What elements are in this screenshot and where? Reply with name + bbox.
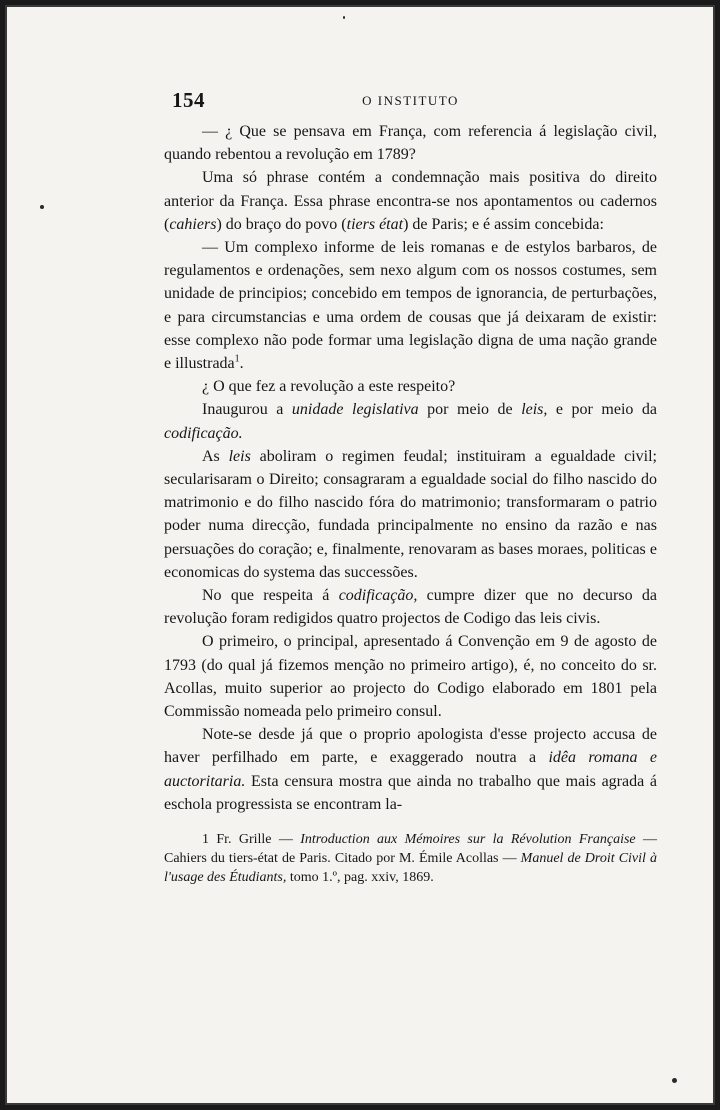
paragraph xyxy=(164,723,657,816)
italic-text: codificação, xyxy=(338,587,418,605)
italic-text: idêa romana e auctoritaria. xyxy=(164,749,657,790)
text-run: e por meio da xyxy=(547,401,658,419)
scan-speck xyxy=(343,16,345,19)
text-run: No que respeita á xyxy=(202,587,339,605)
footnote-marker: 1 xyxy=(234,353,240,365)
text-run: As xyxy=(202,447,229,465)
scan-speck xyxy=(672,1078,677,1083)
paragraph xyxy=(164,630,657,723)
italic-text: leis xyxy=(228,447,251,465)
text-run: — Cahiers du tiers-état de Paris. Citado por M. Émile Acollas — xyxy=(164,832,658,867)
page-header xyxy=(164,88,657,118)
paragraph xyxy=(164,166,657,236)
text-run: — Um complexo informe de leis romanas e de estylos barbaros, de regulamentos e ordenações, sem nexo algum com os nossos costumes, sem unidade de principios; concebido em tempos de ignorancia, de perturbações, e para circumstancias e uma ordem de cousas que já deixaram de existir: esse complexo não pode formar uma legislação digna de uma nação grande e illustrada xyxy=(164,239,657,373)
paragraph xyxy=(164,236,657,375)
text-run: por meio de xyxy=(418,401,522,419)
text-run: Note-se desde já que o proprio apologista d'esse projecto accusa de haver perfilhado em parte, e exaggerado noutra a xyxy=(164,726,657,767)
italic-text: codificação. xyxy=(164,424,243,442)
paragraph xyxy=(164,120,657,166)
text-run: Inaugurou a xyxy=(202,401,292,419)
text-run: aboliram o regimen feudal; instituiram a egualdade civil; secularisaram o Direito; consagraram a egualdade social do filho nascido do matrimonio e do filho nascido fóra do matrimonio; transformaram o patrio poder numa direcção, fundada principalmente no ensino da razão e nas persuações do coração; e, finalmente, renovaram as bases moraes, politicas e economicas do systema das successões. xyxy=(164,447,658,581)
text-run: . xyxy=(239,355,244,373)
paragraph xyxy=(164,584,657,630)
text-run: ) de Paris; e é assim concebida: xyxy=(403,215,604,233)
paragraph xyxy=(164,398,657,444)
text-run: tomo 1.º, pag. xxiv, 1869. xyxy=(286,870,434,886)
text-run: 1 Fr. Grille — xyxy=(202,832,301,848)
text-run: — ¿ Que se pensava em França, com referencia á legislação civil, quando rebentou a revolução em 1789? xyxy=(164,123,657,164)
running-title: O INSTITUTO xyxy=(362,93,459,108)
text-run: O primeiro, o principal, apresentado á Convenção em 9 de agosto de 1793 (do qual já fizemos menção no primeiro artigo), é, no conceito do sr. Acollas, muito superior ao projecto do Codigo elaborado em 1801 pela Commissão nomeada pelo primeiro consul. xyxy=(164,633,657,721)
text-run: ¿ O que fez a revolução a este respeito? xyxy=(202,378,456,396)
paragraph xyxy=(164,375,657,398)
footnote xyxy=(164,830,657,887)
italic-text: leis, xyxy=(521,401,548,419)
body-text xyxy=(164,120,657,816)
scan-speck xyxy=(40,205,44,209)
paragraph xyxy=(164,445,657,584)
text-run: Esta censura mostra que ainda no trabalho que mais agrada á eschola progressista se encontram la- xyxy=(164,772,657,813)
page-number: 154 xyxy=(172,88,205,112)
italic-text: unidade legislativa xyxy=(291,401,419,419)
italic-text: Introduction aux Mémoires sur la Révolution Française xyxy=(300,832,636,848)
book-page xyxy=(164,88,657,887)
text-run: ) do braço do povo ( xyxy=(216,215,347,233)
italic-text: tiers état xyxy=(346,215,404,233)
italic-text: cahiers xyxy=(169,215,217,233)
text-run: cumpre dizer que no decurso da revolução foram redigidos quatro projectos de Codigo das leis civis. xyxy=(164,587,657,628)
text-run: Uma só phrase contém a condemnação mais positiva do direito anterior da França. Essa phrase encontra-se nos apontamentos ou cadernos ( xyxy=(164,169,657,233)
italic-text: Manuel de Droit Civil à l'usage des Étudiants, xyxy=(164,851,657,886)
